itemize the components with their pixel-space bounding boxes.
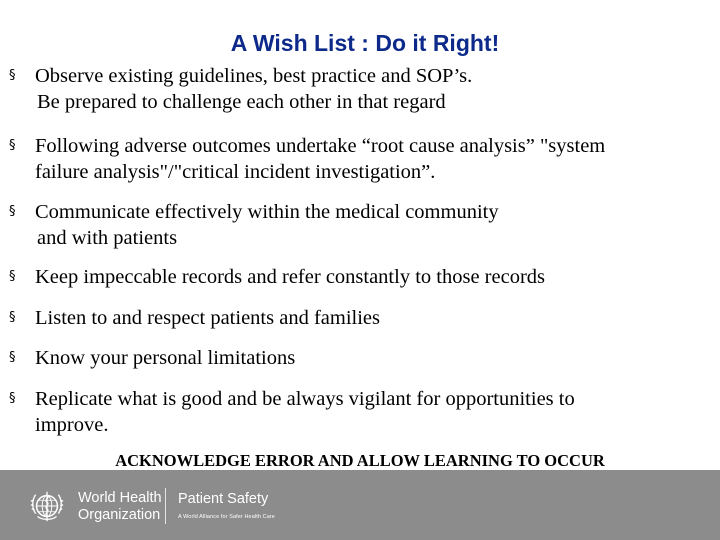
bullet-marker: § bbox=[9, 269, 16, 284]
bullet-marker: § bbox=[9, 350, 16, 365]
footer-divider bbox=[165, 488, 166, 524]
bullet-text-continuation: and with patients bbox=[37, 227, 178, 249]
bullet-marker: § bbox=[9, 391, 16, 406]
who-emblem-icon bbox=[28, 487, 66, 525]
who-wordmark-line2: Organization bbox=[78, 507, 161, 523]
bullet-marker: § bbox=[9, 138, 16, 153]
who-wordmark-line1: World Health bbox=[78, 490, 162, 506]
bullet-item bbox=[9, 305, 709, 331]
bullet-item bbox=[9, 199, 709, 251]
bullet-item bbox=[9, 386, 709, 438]
program-name: Patient Safety bbox=[178, 491, 269, 507]
bullet-text: Listen to and respect patients and families bbox=[35, 307, 380, 329]
closing-statement: ACKNOWLEDGE ERROR AND ALLOW LEARNING TO OCCUR bbox=[115, 451, 605, 470]
bullet-item bbox=[9, 345, 709, 371]
footer-bar bbox=[0, 470, 720, 540]
bullet-text-continuation: failure analysis"/"critical incident investigation”. bbox=[35, 161, 436, 183]
slide-title: A Wish List : Do it Right! bbox=[230, 30, 500, 56]
bullet-text: Replicate what is good and be always vigilant for opportunities to bbox=[35, 388, 575, 410]
bullet-text-continuation: improve. bbox=[35, 414, 109, 436]
program-tagline: A World Alliance for Safer Health Care bbox=[178, 514, 275, 520]
bullet-item bbox=[9, 133, 709, 185]
who-wordmark bbox=[78, 490, 162, 524]
bullet-text: Keep impeccable records and refer constantly to those records bbox=[35, 266, 545, 288]
bullet-item bbox=[9, 264, 709, 290]
bullet-marker: § bbox=[9, 310, 16, 325]
bullet-text: Following adverse outcomes undertake “root cause analysis” "system bbox=[35, 135, 606, 157]
bullet-marker: § bbox=[9, 204, 16, 219]
bullet-text: Communicate effectively within the medical community bbox=[35, 201, 499, 223]
bullet-item bbox=[9, 63, 709, 115]
bullet-marker: § bbox=[9, 68, 16, 83]
bullet-text: Know your personal limitations bbox=[35, 347, 296, 369]
bullet-text: Observe existing guidelines, best practice and SOP’s. bbox=[35, 65, 473, 87]
bullet-text-continuation: Be prepared to challenge each other in that regard bbox=[37, 91, 446, 113]
